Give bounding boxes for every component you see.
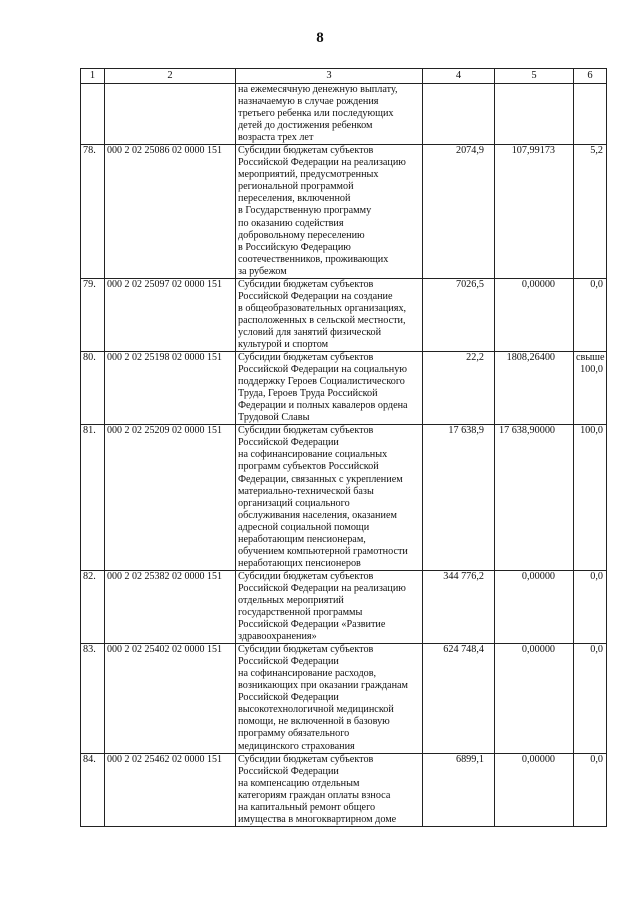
percent-cell — [574, 753, 607, 826]
description-cell — [236, 570, 423, 643]
text-line: Российской Федерации — [238, 656, 339, 668]
row-number-cell: 84. — [81, 753, 105, 826]
description-cell — [236, 425, 423, 571]
text-line: Субсидии бюджетам субъектов — [238, 352, 374, 364]
text-line: 0,0 — [590, 753, 603, 765]
budget-code-cell: 000 2 02 25209 02 0000 151 — [105, 425, 236, 571]
budget-table — [80, 68, 607, 827]
column-header: 6 — [574, 69, 607, 84]
table-row — [81, 278, 607, 351]
text-line: Российской Федерации — [238, 437, 339, 449]
text-line: Российской Федерации на реализацию — [238, 157, 406, 169]
column-header-row — [81, 69, 607, 84]
text-line: обучением компьютерной грамотности — [238, 545, 408, 557]
actual-value-cell: 0,00000 — [495, 753, 574, 826]
text-line: Трудовой Славы — [238, 412, 310, 424]
text-line: Труда, Героев Труда Российской — [238, 388, 378, 400]
text-line: в Российскую Федерацию — [238, 241, 351, 253]
budget-code-cell: 000 2 02 25086 02 0000 151 — [105, 145, 236, 279]
text-line: возраста трех лет — [238, 132, 314, 144]
text-line: неработающим пенсионерам, — [238, 533, 366, 545]
text-line: Субсидии бюджетам субъектов — [238, 570, 374, 582]
text-line: неработающих пенсионеров — [238, 557, 361, 569]
text-line: 5,2 — [590, 145, 603, 157]
percent-cell — [574, 425, 607, 571]
row-number-cell: 81. — [81, 425, 105, 571]
row-number-cell — [81, 84, 105, 145]
text-line: за рубежом — [238, 265, 287, 277]
text-line: медицинского страхования — [238, 740, 355, 752]
text-line: на ежемесячную денежную выплату, — [238, 84, 398, 95]
description-cell — [236, 352, 423, 425]
plan-value-cell: 22,2 — [423, 352, 495, 425]
actual-value-cell: 0,00000 — [495, 278, 574, 351]
text-line: здравоохранения» — [238, 631, 317, 643]
text-line: Субсидии бюджетам субъектов — [238, 278, 374, 290]
column-header: 1 — [81, 69, 105, 84]
text-line: на софинансирование социальных — [238, 449, 388, 461]
plan-value-cell: 2074,9 — [423, 145, 495, 279]
text-line: расположенных в сельской местности, — [238, 314, 406, 326]
description-cell — [236, 644, 423, 753]
actual-value-cell: 17 638,90000 — [495, 425, 574, 571]
plan-value-cell: 17 638,9 — [423, 425, 495, 571]
text-line: программу обязательного — [238, 728, 350, 740]
row-number-cell: 83. — [81, 644, 105, 753]
text-line: 0,0 — [590, 278, 603, 290]
column-header: 5 — [495, 69, 574, 84]
text-line: возникающих при оказании гражданам — [238, 680, 408, 692]
text-line: Российской Федерации на реализацию — [238, 582, 406, 594]
text-line: категориям граждан оплаты взноса — [238, 789, 391, 801]
text-line: на софинансирование расходов, — [238, 668, 377, 680]
column-header: 3 — [236, 69, 423, 84]
actual-value-cell: 1808,26400 — [495, 352, 574, 425]
row-number-cell: 82. — [81, 570, 105, 643]
budget-code-cell: 000 2 02 25462 02 0000 151 — [105, 753, 236, 826]
row-number-cell: 79. — [81, 278, 105, 351]
percent-cell — [574, 570, 607, 643]
text-line: Субсидии бюджетам субъектов — [238, 753, 374, 765]
description-cell — [236, 145, 423, 279]
text-line: переселения, включенной — [238, 193, 351, 205]
text-line: региональной программой — [238, 181, 354, 193]
text-line: имущества в многоквартирном доме — [238, 813, 397, 825]
plan-value-cell: 7026,5 — [423, 278, 495, 351]
budget-code-cell: 000 2 02 25402 02 0000 151 — [105, 644, 236, 753]
text-line: Федерации и полных кавалеров ордена — [238, 400, 408, 412]
budget-code-cell: 000 2 02 25097 02 0000 151 — [105, 278, 236, 351]
plan-value-cell — [423, 84, 495, 145]
budget-code-cell — [105, 84, 236, 145]
text-line: организаций социального — [238, 497, 350, 509]
text-line: в общеобразовательных организациях, — [238, 302, 407, 314]
table-row-continuation — [81, 84, 607, 145]
text-line: адресной социальной помощи — [238, 521, 370, 533]
budget-code-cell: 000 2 02 25382 02 0000 151 — [105, 570, 236, 643]
description-cell — [236, 753, 423, 826]
budget-code-cell: 000 2 02 25198 02 0000 151 — [105, 352, 236, 425]
text-line: 0,0 — [590, 644, 603, 656]
percent-cell — [574, 352, 607, 425]
table-row — [81, 145, 607, 279]
text-line: Российской Федерации — [238, 765, 339, 777]
percent-cell — [574, 84, 607, 145]
text-line: государственной программы — [238, 607, 363, 619]
table-row — [81, 425, 607, 571]
percent-cell — [574, 644, 607, 753]
actual-value-cell — [495, 84, 574, 145]
table-row — [81, 570, 607, 643]
text-line: соотечественников, проживающих — [238, 253, 389, 265]
plan-value-cell: 6899,1 — [423, 753, 495, 826]
text-line: программ субъектов Российской — [238, 461, 379, 473]
text-line: Федерации, связанных с укреплением — [238, 473, 403, 485]
text-line: отдельных мероприятий — [238, 594, 344, 606]
text-line: на компенсацию отдельным — [238, 777, 360, 789]
text-line: третьего ребенка или последующих — [238, 108, 394, 120]
text-line: свыше — [576, 352, 605, 364]
text-line: Российской Федерации «Развитие — [238, 619, 386, 631]
text-line: высокотехнологичной медицинской — [238, 704, 394, 716]
text-line: 100,0 — [580, 364, 603, 376]
plan-value-cell: 624 748,4 — [423, 644, 495, 753]
text-line: Субсидии бюджетам субъектов — [238, 425, 374, 437]
text-line: поддержку Героев Социалистического — [238, 376, 405, 388]
text-line: по оказанию содействия — [238, 217, 344, 229]
actual-value-cell: 0,00000 — [495, 644, 574, 753]
column-header: 4 — [423, 69, 495, 84]
table-row — [81, 644, 607, 753]
text-line: в Государственную программу — [238, 205, 372, 217]
row-number-cell: 78. — [81, 145, 105, 279]
text-line: назначаемую в случае рождения — [238, 96, 379, 108]
table-row — [81, 753, 607, 826]
text-line: Российской Федерации на социальную — [238, 364, 407, 376]
page-number: 8 — [316, 30, 324, 46]
text-line: условий для занятий физической — [238, 326, 382, 338]
actual-value-cell: 0,00000 — [495, 570, 574, 643]
text-line: обслуживания населения, оказанием — [238, 509, 397, 521]
actual-value-cell: 107,99173 — [495, 145, 574, 279]
text-line: Субсидии бюджетам субъектов — [238, 644, 374, 656]
column-header: 2 — [105, 69, 236, 84]
plan-value-cell: 344 776,2 — [423, 570, 495, 643]
text-line: мероприятий, предусмотренных — [238, 169, 379, 181]
description-cell — [236, 278, 423, 351]
text-line: 0,0 — [590, 570, 603, 582]
description-cell — [236, 84, 423, 145]
text-line: культурой и спортом — [238, 338, 329, 350]
table-row — [81, 352, 607, 425]
text-line: Субсидии бюджетам субъектов — [238, 145, 374, 157]
text-line: детей до достижения ребенком — [238, 120, 373, 132]
text-line: Российской Федерации — [238, 692, 339, 704]
percent-cell — [574, 145, 607, 279]
text-line: помощи, не включенной в базовую — [238, 716, 390, 728]
text-line: добровольному переселению — [238, 229, 365, 241]
text-line: Российской Федерации на создание — [238, 290, 393, 302]
text-line: на капитальный ремонт общего — [238, 801, 376, 813]
percent-cell — [574, 278, 607, 351]
row-number-cell: 80. — [81, 352, 105, 425]
text-line: 100,0 — [580, 425, 603, 437]
text-line: материально-технической базы — [238, 485, 374, 497]
